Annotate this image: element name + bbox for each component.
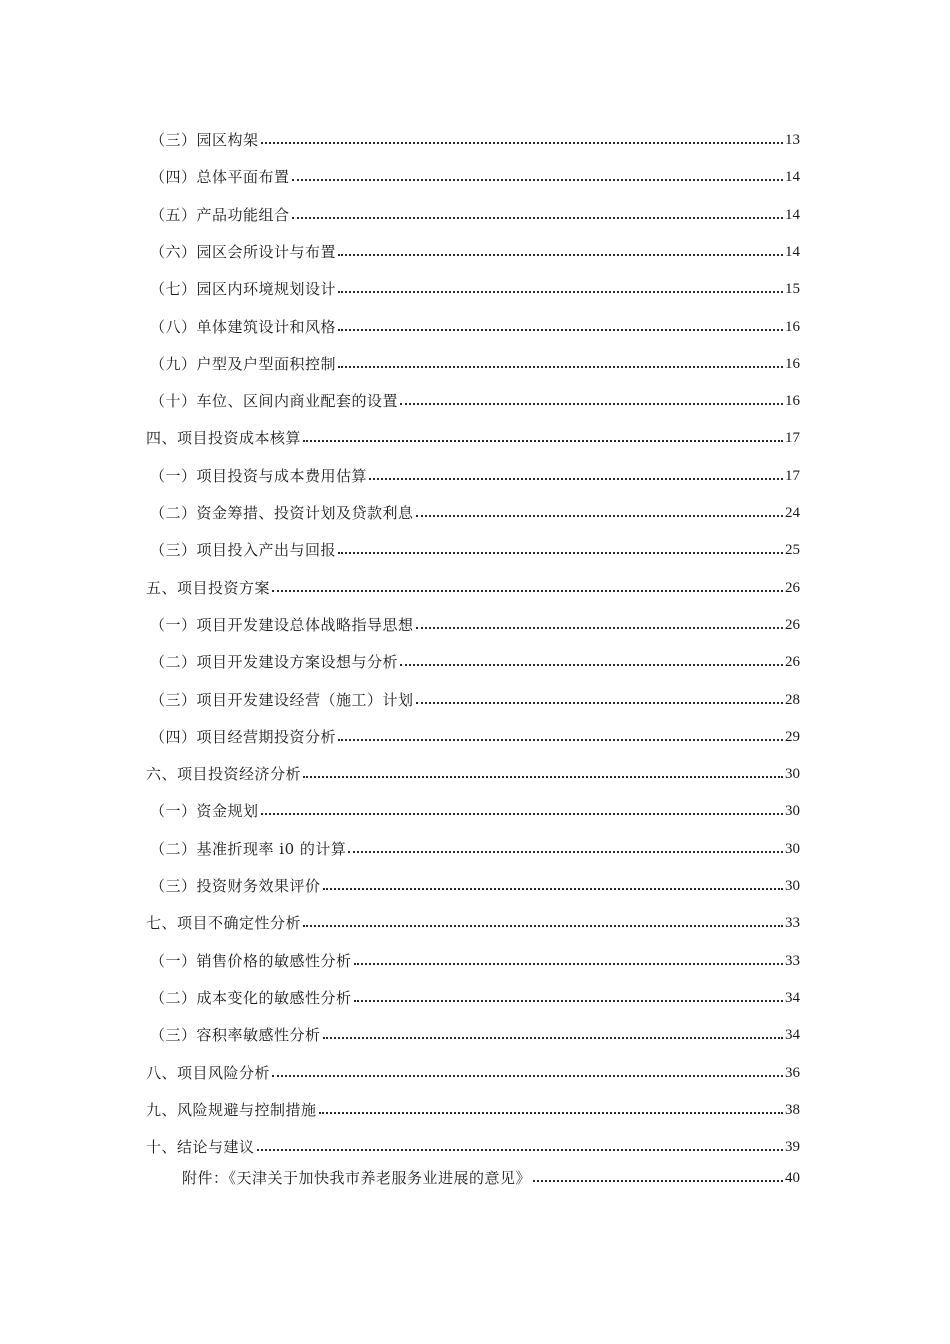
toc-entry-page-number: 26 bbox=[785, 616, 800, 633]
toc-entry bbox=[150, 348, 800, 374]
toc-entry-title: （六）园区会所设计与布置 bbox=[150, 242, 337, 261]
toc-dot-leader bbox=[303, 420, 783, 442]
toc-entry-title: （三）容积率敏感性分析 bbox=[150, 1026, 321, 1045]
toc-entry bbox=[150, 795, 800, 821]
toc-dot-leader bbox=[354, 980, 783, 1002]
toc-dot-leader bbox=[292, 159, 783, 181]
toc-entry bbox=[150, 199, 800, 225]
toc-entry-title: 四、项目投资成本核算 bbox=[146, 429, 302, 448]
toc-entry-title: （三）项目投入产出与回报 bbox=[150, 541, 337, 560]
toc-dot-leader bbox=[303, 756, 783, 778]
toc-dot-leader bbox=[323, 1017, 783, 1039]
toc-dot-leader bbox=[400, 383, 783, 405]
toc-entry bbox=[146, 572, 800, 598]
toc-entry bbox=[150, 161, 800, 187]
toc-entry-page-number: 30 bbox=[785, 878, 800, 894]
toc-entry-page-number: 34 bbox=[785, 1027, 800, 1044]
toc-entry bbox=[150, 1019, 800, 1045]
toc-entry-title: （一）销售价格的敏感性分析 bbox=[150, 951, 352, 970]
toc-entry-title: 八、项目风险分析 bbox=[146, 1063, 271, 1082]
toc-entry-page-number: 14 bbox=[785, 169, 800, 186]
toc-entry bbox=[146, 1131, 800, 1157]
toc-entry-page-number: 29 bbox=[785, 728, 800, 745]
toc-entry-page-number: 33 bbox=[785, 952, 800, 969]
toc-entry-title: （五）产品功能组合 bbox=[150, 205, 290, 224]
toc-entry-title: 七、项目不确定性分析 bbox=[146, 914, 302, 933]
toc-dot-leader bbox=[338, 346, 783, 368]
toc-entry bbox=[146, 1057, 800, 1083]
toc-entry bbox=[150, 646, 800, 672]
toc-dot-leader bbox=[338, 719, 783, 741]
toc-entry-page-number: 15 bbox=[785, 281, 800, 298]
toc-dot-leader bbox=[338, 234, 783, 256]
toc-entry-title: （一）项目投资与成本费用估算 bbox=[150, 466, 368, 485]
toc-entry-title: （二）项目开发建设方案设想与分析 bbox=[150, 653, 399, 672]
toc-entry bbox=[146, 758, 800, 784]
toc-entry bbox=[150, 534, 800, 560]
toc-entry-title: （三）投资财务效果评价 bbox=[150, 877, 321, 895]
toc-entry-title: （四）项目经营期投资分析 bbox=[150, 727, 337, 746]
toc-entry-title: （三）项目开发建设经营（施工）计划 bbox=[150, 690, 414, 709]
toc-entry-title: （九）户型及户型面积控制 bbox=[150, 354, 337, 373]
toc-entry-page-number: 33 bbox=[785, 915, 800, 932]
toc-entry-title: （二）基准折现率 i0 的计算 bbox=[150, 839, 347, 858]
toc-entry-page-number: 13 bbox=[785, 132, 800, 148]
toc-dot-leader bbox=[272, 1055, 783, 1077]
toc-entry-title: （四）总体平面布置 bbox=[150, 168, 290, 187]
toc-dot-leader bbox=[354, 943, 783, 965]
toc-entry-page-number: 14 bbox=[785, 206, 800, 223]
toc-entry bbox=[150, 385, 800, 411]
toc-dot-leader bbox=[348, 831, 783, 853]
toc-entry-page-number: 28 bbox=[785, 691, 800, 708]
toc-entry-page-number: 40 bbox=[785, 1170, 800, 1187]
toc-dot-leader bbox=[533, 1160, 783, 1182]
toc-entry-page-number: 30 bbox=[785, 840, 800, 857]
toc-dot-leader bbox=[416, 495, 783, 517]
toc-dot-leader bbox=[319, 1092, 783, 1114]
toc-dot-leader bbox=[272, 570, 783, 592]
toc-entry-title: （二）成本变化的敏感性分析 bbox=[150, 988, 352, 1007]
toc-dot-leader bbox=[369, 458, 783, 480]
toc-dot-leader bbox=[400, 644, 783, 666]
toc-dot-leader bbox=[261, 793, 783, 815]
toc-entry bbox=[150, 609, 800, 635]
toc-dot-leader bbox=[416, 607, 783, 629]
toc-entry bbox=[150, 273, 800, 299]
toc-entry bbox=[150, 311, 800, 337]
toc-entry-page-number: 39 bbox=[785, 1139, 800, 1156]
toc-entry bbox=[146, 1094, 800, 1120]
toc-entry bbox=[150, 236, 800, 262]
toc-entry-title: 五、项目投资方案 bbox=[146, 578, 271, 597]
toc-entry bbox=[150, 945, 800, 971]
toc-dot-leader bbox=[338, 271, 783, 293]
toc-dot-leader bbox=[416, 682, 783, 704]
toc-entry-title: 附件：《天津关于加快我市养老服务业进展的意见》 bbox=[182, 1169, 532, 1188]
toc-entry-page-number: 16 bbox=[785, 393, 800, 410]
toc-entry bbox=[150, 870, 800, 896]
toc-dot-leader bbox=[303, 905, 783, 927]
toc-entry bbox=[150, 721, 800, 747]
toc-entry-page-number: 26 bbox=[785, 654, 800, 671]
toc-entry bbox=[150, 124, 800, 150]
toc-entry-page-number: 26 bbox=[785, 579, 800, 596]
toc-entry-title: （三）园区构架 bbox=[150, 131, 259, 149]
toc-entry bbox=[150, 460, 800, 486]
toc-dot-leader bbox=[338, 532, 783, 554]
toc-entry-page-number: 16 bbox=[785, 355, 800, 372]
toc-dot-leader bbox=[292, 197, 783, 219]
toc-entry bbox=[182, 1162, 800, 1188]
toc-entry-page-number: 17 bbox=[785, 467, 800, 484]
toc-entry-title: （二）资金筹措、投资计划及贷款利息 bbox=[150, 504, 414, 522]
toc-dot-leader bbox=[257, 1129, 783, 1151]
toc-entry-page-number: 16 bbox=[785, 318, 800, 335]
toc-entry-title: （十）车位、区间内商业配套的设置 bbox=[150, 392, 399, 411]
toc-entry-title: 九、风险规避与控制措施 bbox=[146, 1100, 317, 1119]
toc-dot-leader bbox=[338, 309, 783, 331]
toc-dot-leader bbox=[261, 122, 783, 144]
toc-entry-title: （八）单体建筑设计和风格 bbox=[150, 317, 337, 336]
toc-entry-title: （一）资金规划 bbox=[150, 802, 259, 821]
toc-entry bbox=[150, 497, 800, 523]
toc-entry-page-number: 30 bbox=[785, 766, 800, 783]
toc-entry-page-number: 24 bbox=[785, 505, 800, 521]
toc-entry-page-number: 36 bbox=[785, 1064, 800, 1081]
toc-entry-page-number: 38 bbox=[785, 1101, 800, 1118]
toc-entry-title: （七）园区内环境规划设计 bbox=[150, 280, 337, 299]
toc-entry bbox=[146, 422, 800, 448]
toc-entry bbox=[150, 684, 800, 710]
toc-entry bbox=[150, 982, 800, 1008]
toc-entry bbox=[150, 833, 800, 859]
toc-entry bbox=[146, 907, 800, 933]
toc-entry-title: 十、结论与建议 bbox=[146, 1138, 255, 1157]
toc-entry-page-number: 17 bbox=[785, 430, 800, 447]
toc-entry-title: （一）项目开发建设总体战略指导思想 bbox=[150, 615, 414, 634]
toc-entry-page-number: 25 bbox=[785, 542, 800, 559]
toc-entry-page-number: 14 bbox=[785, 243, 800, 260]
toc-entry-page-number: 34 bbox=[785, 989, 800, 1006]
toc-dot-leader bbox=[323, 868, 783, 890]
toc-entry-title: 六、项目投资经济分析 bbox=[146, 765, 302, 784]
toc-entry-page-number: 30 bbox=[785, 803, 800, 820]
